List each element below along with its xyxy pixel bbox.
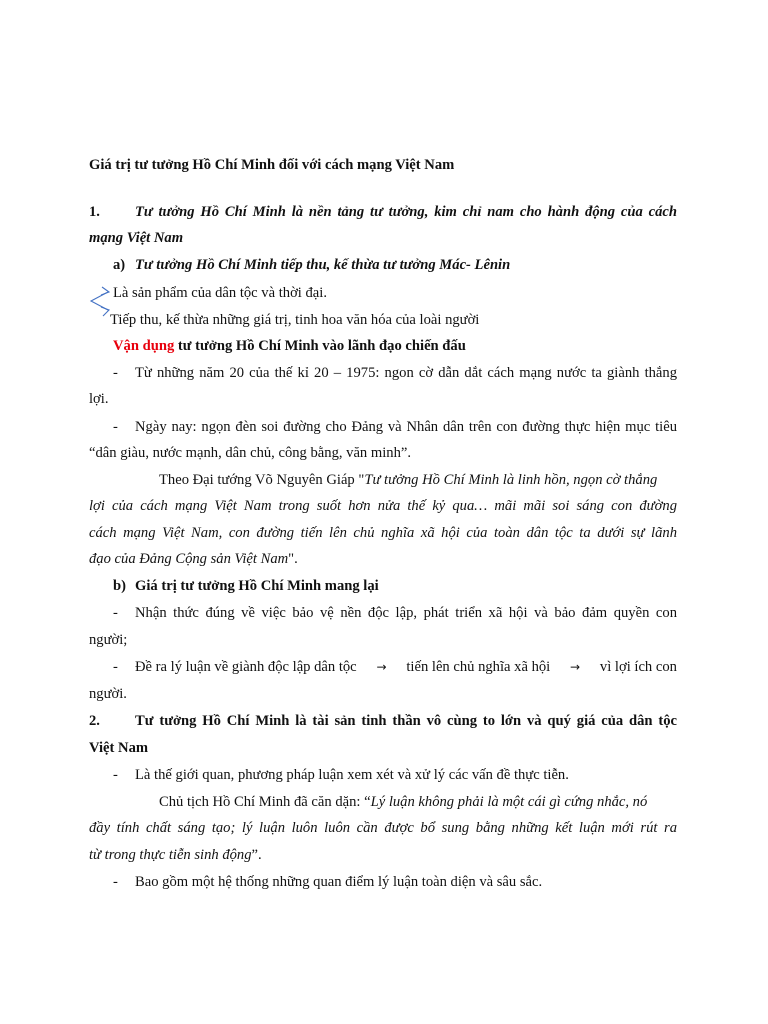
sub-a-item-2: Tiếp thu, kế thừa những giá trị, tinh hoa văn hóa của loài người	[110, 312, 480, 328]
apply-heading	[113, 337, 677, 356]
bullet-1-line2: lợi.	[89, 391, 109, 407]
sub-b-bullet-1-line1	[89, 604, 677, 623]
apply-heading-rest: tư tưởng Hồ Chí Minh vào lãnh đạo chiến đấu	[174, 338, 466, 354]
right-arrow-icon: →	[570, 660, 581, 674]
quote-giap-intro: Theo Đại tướng Võ Nguyên Giáp "	[159, 472, 365, 488]
quote-giap-end: ".	[288, 551, 298, 567]
quote-giap-line3: cách mạng Việt Nam, con đường tiến lên chủ nghĩa xã hội của toàn dân tộc ta dưới sự lãnh	[89, 525, 677, 541]
section2-heading-line1: Tư tưởng Hồ Chí Minh là tài sản tinh thần vô cùng to lớn và quý giá của dân tộc	[135, 713, 677, 729]
quote-giap-line1	[159, 471, 677, 490]
section1-heading	[89, 203, 677, 222]
sub-a-item-1: Là sản phẩm của dân tộc và thời đại.	[113, 285, 327, 301]
quote-hcm-text3: từ trong thực tiễn sinh động	[89, 847, 252, 863]
bullet-1-line1	[89, 364, 677, 383]
sub-a-label: a)	[113, 257, 126, 273]
quote-hcm-line2: đầy tính chất sáng tạo; lý luận luôn luôn cần được bổ sung bằng những kết luận mới rút ra	[89, 820, 677, 836]
section2-bullet-1-text: Là thế giới quan, phương pháp luận xem xét và xử lý các vấn đề thực tiễn.	[135, 767, 569, 783]
sub-b-title: Giá trị tư tưởng Hồ Chí Minh mang lại	[135, 578, 379, 594]
bullet-2-line1	[89, 418, 677, 437]
sub-a-title: Tư tưởng Hồ Chí Minh tiếp thu, kế thừa tư tưởng Mác- Lênin	[135, 257, 511, 273]
quote-hcm-text1: Lý luận không phải là một cái gì cứng nhắc, nó	[370, 794, 648, 810]
bullet-dash: -	[113, 659, 118, 675]
sub-b-bullet-2-part2: tiến lên chủ nghĩa xã hội	[406, 659, 551, 675]
sub-b-bullet-2-line1	[89, 658, 677, 677]
quote-giap-text1: Tư tưởng Hồ Chí Minh là linh hồn, ngọn cờ thắng	[364, 472, 658, 488]
quote-giap-line4	[89, 550, 677, 569]
bullet-dash: -	[113, 767, 118, 783]
section2-heading-line2: Việt Nam	[89, 740, 149, 756]
quote-hcm-line3	[89, 846, 677, 865]
sub-b-label: b)	[113, 578, 126, 594]
sub-b-bullet-2-part1: Đề ra lý luận về giành độc lập dân tộc	[135, 659, 357, 675]
right-arrow-icon: →	[376, 660, 387, 674]
section2-number: 2.	[89, 713, 100, 729]
quote-hcm-end: ”.	[251, 847, 262, 863]
section2-heading	[89, 712, 677, 731]
sub-b-bullet-1-text: Nhận thức đúng về việc bảo vệ nền độc lập, phát triển xã hội và bảo đảm quyền con	[135, 605, 677, 621]
quote-giap-line2: lợi của cách mạng Việt Nam trong suốt hơn nửa thế kỷ qua… mãi mãi soi sáng con đường	[89, 498, 677, 514]
bullet-1-text: Từ những năm 20 của thế kỉ 20 – 1975: ngon cờ dẫn dắt cách mạng nước ta giành thắng	[135, 365, 677, 381]
sub-b-bullet-2-text	[89, 658, 677, 677]
section2-bullet-2-text: Bao gồm một hệ thống những quan điểm lý luận toàn diện và sâu sắc.	[135, 874, 543, 890]
section1-heading-line2: mạng Việt Nam	[89, 230, 184, 246]
document-title: Giá trị tư tưởng Hồ Chí Minh đối với cách mạng Việt Nam	[89, 157, 455, 173]
quote-hcm-line1	[159, 793, 677, 812]
bullet-dash: -	[113, 365, 118, 381]
bullet-dash: -	[113, 874, 118, 890]
bullet-2-line2: “dân giàu, nước mạnh, dân chủ, công bằng, văn minh”.	[89, 445, 412, 461]
bullet-2-text: Ngày nay: ngọn đèn soi đường cho Đảng và Nhân dân trên con đường thực hiện mục tiêu	[135, 419, 677, 435]
apply-heading-red: Vận dụng	[113, 338, 175, 354]
section1-number: 1.	[89, 204, 100, 220]
sub-b-bullet-2-part3: vì lợi ích con	[599, 659, 677, 675]
sub-b-bullet-2-line2: người.	[89, 686, 127, 702]
bullet-dash: -	[113, 419, 118, 435]
sub-b-bullet-1-line2: người;	[89, 632, 128, 648]
bullet-dash: -	[113, 605, 118, 621]
quote-hcm-intro: Chủ tịch Hồ Chí Minh đã căn dặn: “	[159, 794, 371, 810]
section1-heading-line1: Tư tưởng Hồ Chí Minh là nền tảng tư tưởng, kim chỉ nam cho hành động của cách	[135, 204, 677, 220]
quote-giap-text4: đạo của Đảng Cộng sản Việt Nam	[89, 551, 289, 567]
